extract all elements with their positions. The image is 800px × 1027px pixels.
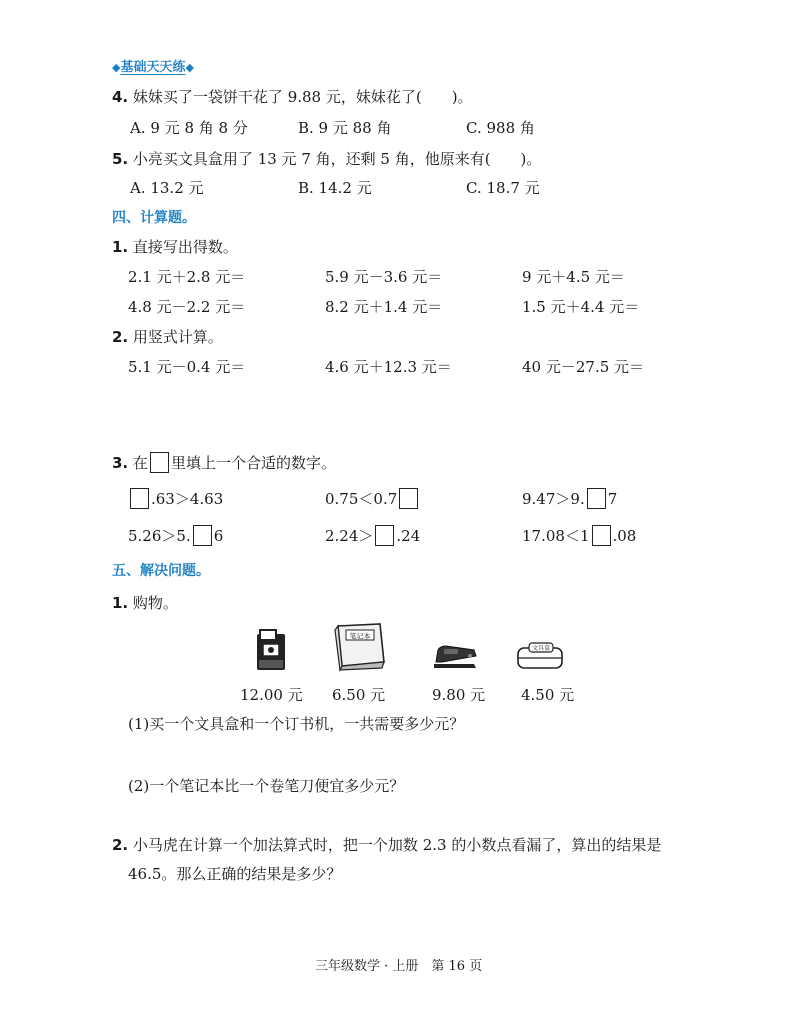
badge-label: 基础天天练 [120,60,186,75]
calc-1-heading [112,236,238,257]
fill-item: 17.08＜1 .08 [522,527,637,545]
question-4 [112,86,473,107]
svg-text:笔记本: 笔记本 [349,632,371,641]
stapler-icon [430,640,480,672]
option-c: C. 18.7 元 [466,179,540,197]
fill-item: 0.75＜0.7 [325,488,420,509]
question-text: 直接写出得数。 [132,238,238,256]
section-heading-calc: 四、计算题。 [112,210,196,226]
question-text: 用竖式计算。 [132,328,223,346]
fill-item: 2.24＞ .24 [325,527,421,545]
question-number: 2. [112,328,129,346]
answer-box[interactable] [375,525,394,546]
question-text: 里填上一个合适的数字。 [170,454,336,472]
fill-item: 5.26＞5. 6 [128,527,224,545]
answer-box[interactable] [587,488,606,509]
price-label: 6.50 元 [332,686,386,704]
option-b: B. 9 元 88 角 [298,119,392,137]
calc-item: 2.1 元＋2.8 元＝ [128,268,246,286]
option-b: B. 14.2 元 [298,179,372,197]
price-label: 9.80 元 [432,686,486,704]
answer-box [150,452,169,473]
calc-item: 9 元＋4.5 元＝ [522,268,625,286]
solve-2-line-1 [112,834,661,855]
page-footer: 三年级数学 · 上册 第 16 页 [315,959,483,974]
question-number: 1. [112,594,129,612]
fill-item: 9.47＞9. 7 [522,490,618,508]
option-a: A. 9 元 8 角 8 分 [130,119,248,137]
question-text: 妹妹买了一袋饼干花了 9.88 元，妹妹花了( )。 [132,88,473,106]
calc-item: 4.8 元－2.2 元＝ [128,298,246,316]
answer-box[interactable] [592,525,611,546]
calc-item: 1.5 元＋4.4 元＝ [522,298,640,316]
svg-text:文具盒: 文具盒 [531,645,551,652]
answer-box[interactable] [130,488,149,509]
calc-item: 4.6 元＋12.3 元＝ [325,358,452,376]
price-label: 4.50 元 [521,686,575,704]
question-text: 小亮买文具盒用了 13 元 7 角，还剩 5 角，他原来有( )。 [132,150,542,168]
calc-item: 40 元－27.5 元＝ [522,358,645,376]
question-text: 小马虎在计算一个加法算式时，把一个加数 2.3 的小数点看漏了，算出的结果是 [132,836,662,854]
option-a: A. 13.2 元 [130,179,204,197]
calc-3-heading [112,452,336,473]
diamond-icon: ◆ [185,61,194,74]
notebook-icon [330,620,386,672]
calc-item: 5.1 元－0.4 元＝ [128,358,246,376]
question-5 [112,148,541,169]
price-label: 12.00 元 [240,686,303,704]
fill-item: .63＞4.63 [128,488,223,509]
calc-item: 8.2 元＋1.4 元＝ [325,298,443,316]
solve-1-heading [112,592,178,613]
question-number: 1. [112,238,129,256]
question-number: 4. [112,88,129,106]
section-badge [112,56,194,75]
calc-2-heading [112,326,223,347]
question-text: 购物。 [132,594,178,612]
sub-question-1: (1)买一个文具盒和一个订书机，一共需要多少元？ [128,715,465,733]
pencil-sharpener-icon [254,628,288,672]
diamond-icon: ◆ [112,61,121,74]
answer-box[interactable] [399,488,418,509]
question-number: 5. [112,150,129,168]
option-c: C. 988 角 [466,119,535,137]
question-number: 2. [112,836,129,854]
solve-2-line-2: 46.5。那么正确的结果是多少？ [128,865,342,883]
question-number: 3. [112,454,129,472]
pencil-box-icon [515,640,565,672]
section-heading-solve: 五、解决问题。 [112,563,210,579]
sub-question-2: (2)一个笔记本比一个卷笔刀便宜多少元？ [128,777,405,795]
question-text: 在 [132,454,148,472]
answer-box[interactable] [193,525,212,546]
calc-item: 5.9 元－3.6 元＝ [325,268,443,286]
